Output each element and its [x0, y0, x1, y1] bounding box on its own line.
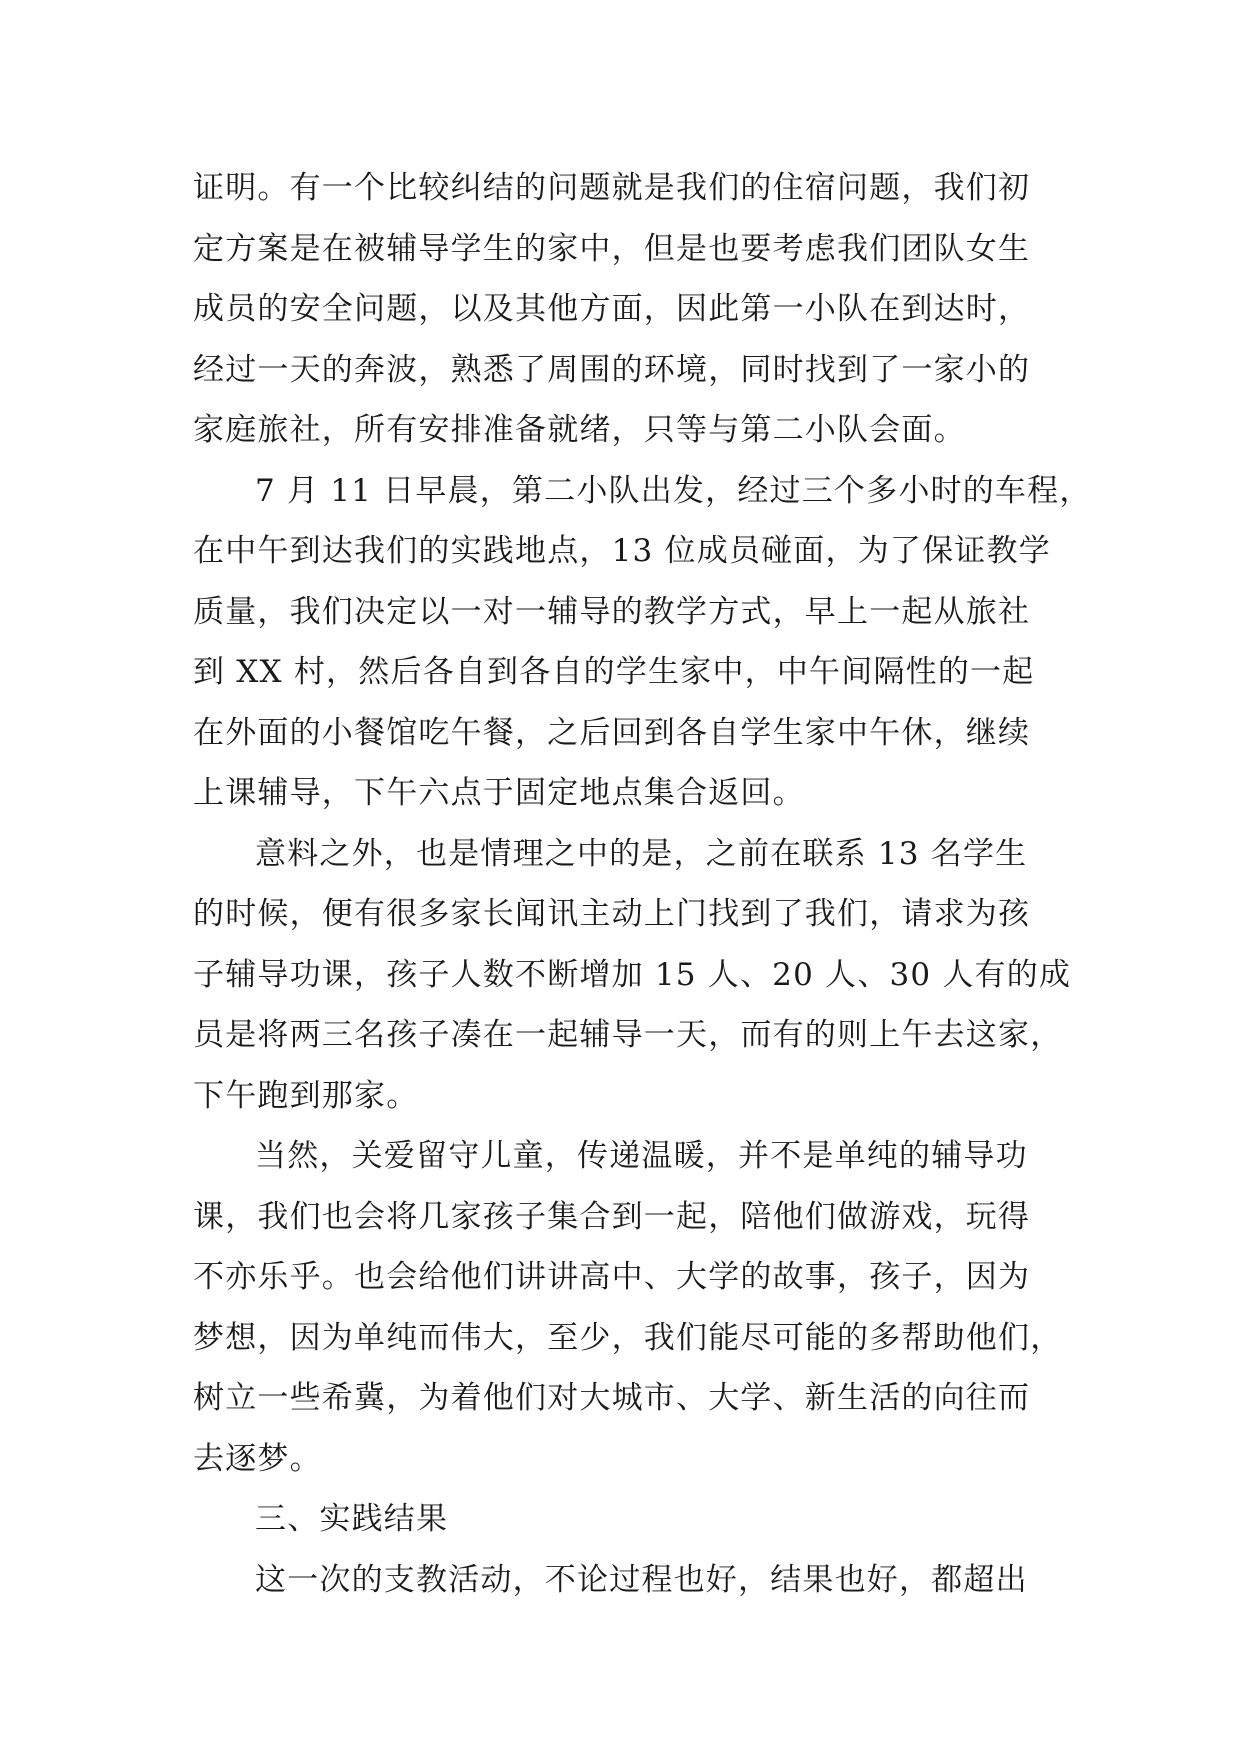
text-line: 在中午到达我们的实践地点，13 位成员碰面，为了保证教学: [193, 533, 1051, 569]
text-line: 证明。有一个比较纠结的问题就是我们的住宿问题，我们初: [193, 170, 1031, 206]
text-line: 树立一些希冀，为着他们对大城市、大学、新生活的向往而: [193, 1380, 1031, 1416]
text-line: 员是将两三名孩子凑在一起辅导一天，而有的则上午去这家，: [193, 1017, 1063, 1053]
text-line: 去逐梦。: [193, 1440, 322, 1477]
body-text: [193, 158, 1092, 1610]
text-line: 课，我们也会将几家孩子集合到一起，陪他们做游戏，玩得: [193, 1198, 1031, 1235]
text-line: 到 XX 村，然后各自到各自的学生家中，中午间隔性的一起: [193, 654, 1035, 690]
text-line: 质量，我们决定以一对一辅导的教学方式，早上一起从旅社: [193, 593, 1031, 630]
text-line: 不亦乐乎。也会给他们讲讲高中、大学的故事，孩子，因为: [193, 1259, 1031, 1295]
paragraph-start-line: 意料之外，也是情理之中的是，之前在联系 13 名学生: [255, 835, 1028, 872]
text-line: 成员的安全问题，以及其他方面，因此第一小队在到达时，: [193, 291, 1031, 327]
section-heading: 三、实践结果: [255, 1501, 449, 1537]
text-line: 上课辅导，下午六点于固定地点集合返回。: [193, 775, 805, 811]
paragraph-start-line: 这一次的支教活动，不论过程也好，结果也好，都超出: [255, 1561, 1028, 1598]
text-line: 在外面的小餐馆吃午餐，之后回到各自学生家中午休，继续: [193, 714, 1031, 751]
text-line: 家庭旅社，所有安排准备就绪，只等与第二小队会面。: [193, 412, 966, 448]
text-line: 梦想，因为单纯而伟大，至少，我们能尽可能的多帮助他们，: [193, 1319, 1063, 1356]
paragraph-start-line: 当然，关爱留守儿童，传递温暖，并不是单纯的辅导功: [255, 1138, 1028, 1174]
text-line: 下午跑到那家。: [193, 1077, 419, 1114]
text-line: 定方案是在被辅导学生的家中，但是也要考虑我们团队女生: [193, 230, 1031, 267]
text-line: 经过一天的奔波，熟悉了周围的环境，同时找到了一家小的: [193, 351, 1031, 388]
text-line: 的时候，便有很多家长闻讯主动上门找到了我们，请求为孩: [193, 896, 1031, 932]
text-line: 子辅导功课，孩子人数不断增加 15 人、20 人、30 人有的成: [193, 956, 1072, 993]
paragraph-start-line: 7 月 11 日早晨，第二小队出发，经过三个多小时的车程，: [255, 472, 1092, 509]
